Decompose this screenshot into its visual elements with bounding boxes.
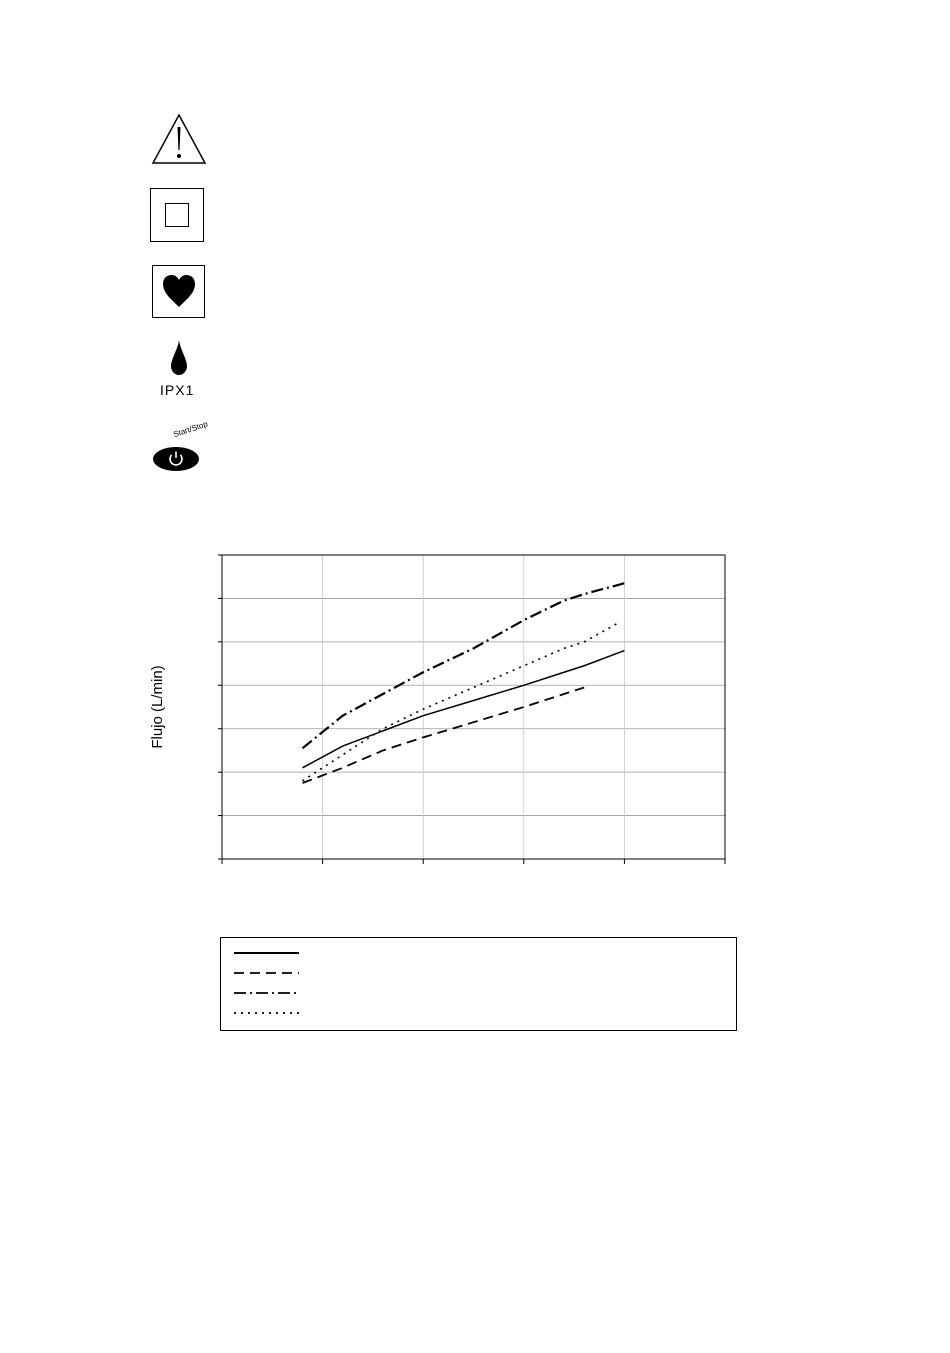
series-line-dashed bbox=[302, 687, 584, 783]
chart-grid bbox=[222, 555, 725, 859]
double-square-icon bbox=[150, 188, 204, 242]
heart-in-square-icon bbox=[152, 265, 205, 318]
axis-ticks bbox=[218, 555, 725, 864]
ipx-label: IPX1 bbox=[160, 382, 195, 398]
plot-frame bbox=[222, 555, 725, 859]
series-line-dotted bbox=[302, 622, 619, 781]
series-line-dashdot bbox=[302, 583, 624, 748]
chart-legend bbox=[220, 937, 737, 1031]
flow-chart bbox=[140, 545, 740, 885]
start-stop-label: Start/Stop bbox=[172, 419, 209, 439]
chart-series bbox=[302, 583, 624, 783]
power-button-icon bbox=[152, 446, 200, 472]
y-axis-label: Flujo (L/min) bbox=[149, 665, 166, 749]
water-drop-icon bbox=[170, 339, 188, 375]
warning-icon bbox=[151, 113, 207, 165]
